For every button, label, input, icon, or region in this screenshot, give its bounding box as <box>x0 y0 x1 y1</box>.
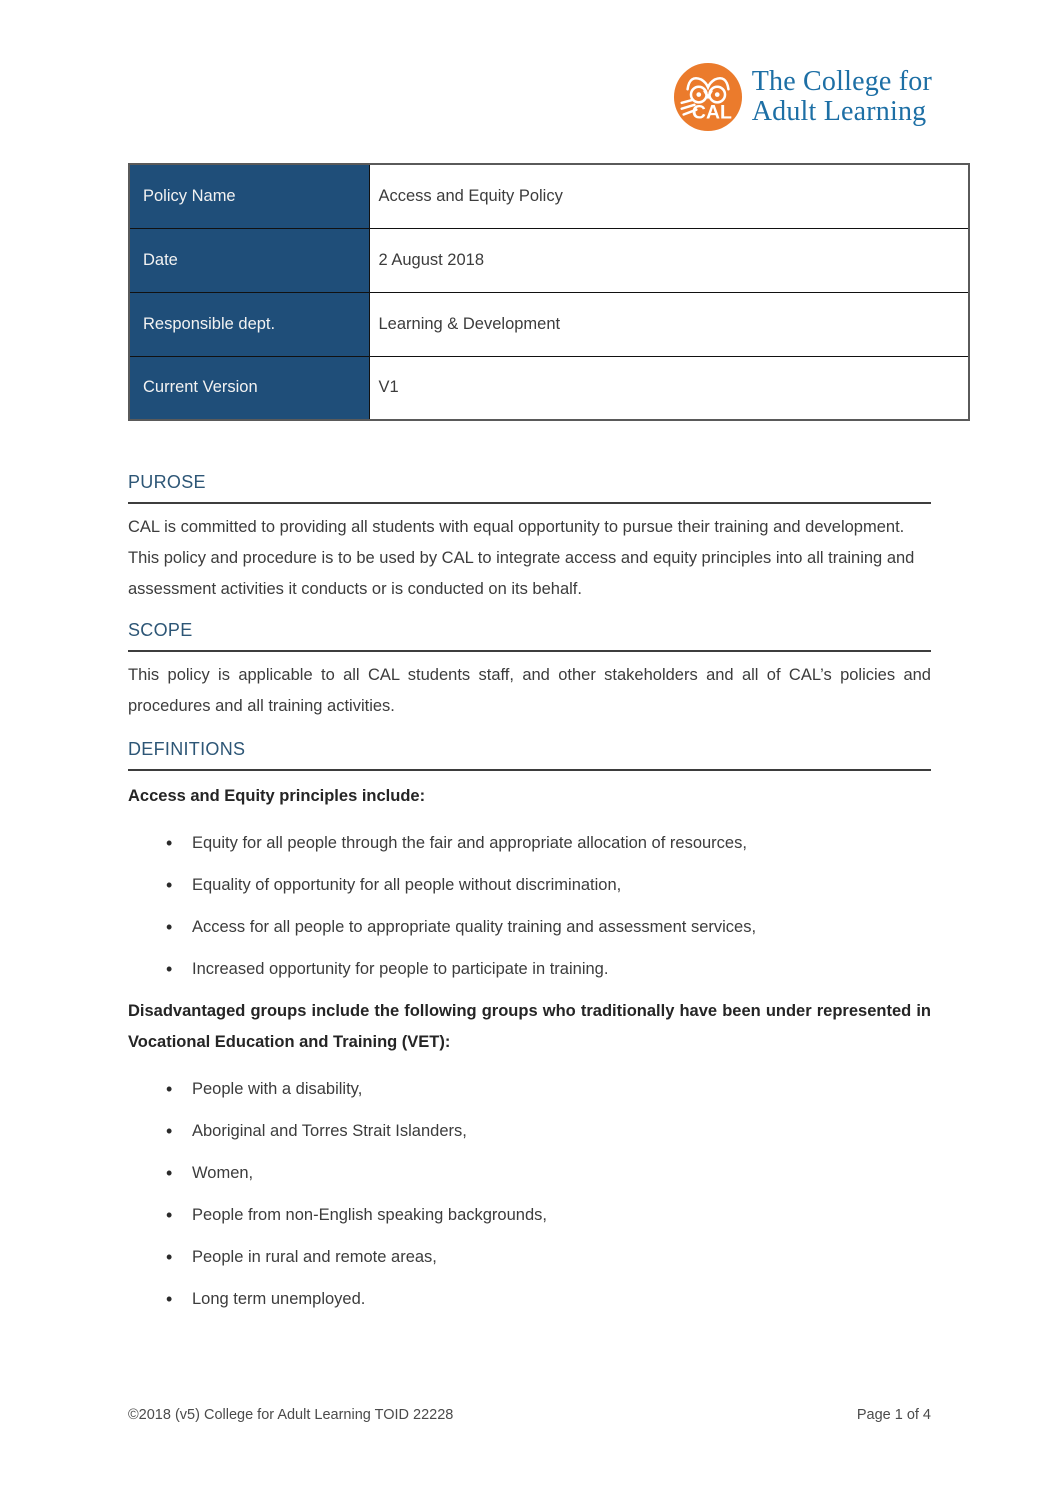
footer-page-number: Page 1 of 4 <box>856 1407 931 1423</box>
policy-info-table <box>128 163 970 421</box>
table-row <box>129 228 969 292</box>
responsible-dept-label: Responsible dept. <box>129 292 369 356</box>
responsible-dept-value: Learning & Development <box>369 292 969 356</box>
list-item: • People with a disability, <box>128 1074 931 1105</box>
table-row <box>129 356 969 420</box>
scope-paragraph: This policy is applicable to all CAL students staff, and other stakeholders and all of CAL’s policies and procedures and all training activities. <box>128 666 931 715</box>
list-item: • Equality of opportunity for all people without discrimination, <box>128 870 931 901</box>
principles-list <box>128 828 931 985</box>
list-item: • Access for all people to appropriate quality training and assessment services, <box>128 912 931 943</box>
page-footer <box>128 1407 931 1423</box>
heading-rule <box>128 650 931 652</box>
cal-owl-icon <box>673 62 743 132</box>
list-item: • Women, <box>128 1158 931 1189</box>
list-item: • People from non-English speaking backgrounds, <box>128 1200 931 1231</box>
list-item: • Equity for all people through the fair and appropriate allocation of resources, <box>128 828 931 859</box>
policy-name-value: Access and Equity Policy <box>369 164 969 228</box>
brand-line-1: The College for <box>751 66 932 97</box>
brand-name <box>752 67 932 127</box>
heading-rule <box>128 502 931 504</box>
list-item: • Long term unemployed. <box>128 1284 931 1315</box>
table-row <box>129 164 969 228</box>
list-item: • Increased opportunity for people to participate in training. <box>128 954 931 985</box>
date-label: Date <box>129 228 369 292</box>
table-row <box>129 292 969 356</box>
cal-logo <box>673 62 932 132</box>
current-version-value: V1 <box>369 356 969 420</box>
disadvantaged-intro: Disadvantaged groups include the following groups who traditionally have been under represented in Vocational Education and Training (VET): <box>128 1002 931 1051</box>
scope-heading: SCOPE <box>128 620 193 640</box>
list-item: • Aboriginal and Torres Strait Islanders, <box>128 1116 931 1147</box>
section-definitions <box>128 738 931 1315</box>
purpose-heading: PUROSE <box>128 472 206 492</box>
brand-line-2: Adult Learning <box>751 96 927 127</box>
footer-copyright: ©2018 (v5) College for Adult Learning TOID 22228 <box>128 1407 454 1423</box>
principles-intro: Access and Equity principles include: <box>128 787 426 805</box>
policy-name-label: Policy Name <box>129 164 369 228</box>
heading-rule <box>128 769 931 771</box>
purpose-paragraph: CAL is committed to providing all students with equal opportunity to pursue their training and development. This policy and procedure is to be used by CAL to integrate access and equity principles into all training and assessment activities it conducts or is conducted on its behalf. <box>128 518 915 598</box>
current-version-label: Current Version <box>129 356 369 420</box>
definitions-heading: DEFINITIONS <box>128 739 246 759</box>
section-scope <box>128 619 931 722</box>
cal-badge-text: CAL <box>691 101 732 124</box>
date-value: 2 August 2018 <box>369 228 969 292</box>
section-purpose <box>128 471 931 605</box>
list-item: • People in rural and remote areas, <box>128 1242 931 1273</box>
disadvantaged-groups-list <box>128 1074 931 1315</box>
document-body <box>128 471 931 1326</box>
